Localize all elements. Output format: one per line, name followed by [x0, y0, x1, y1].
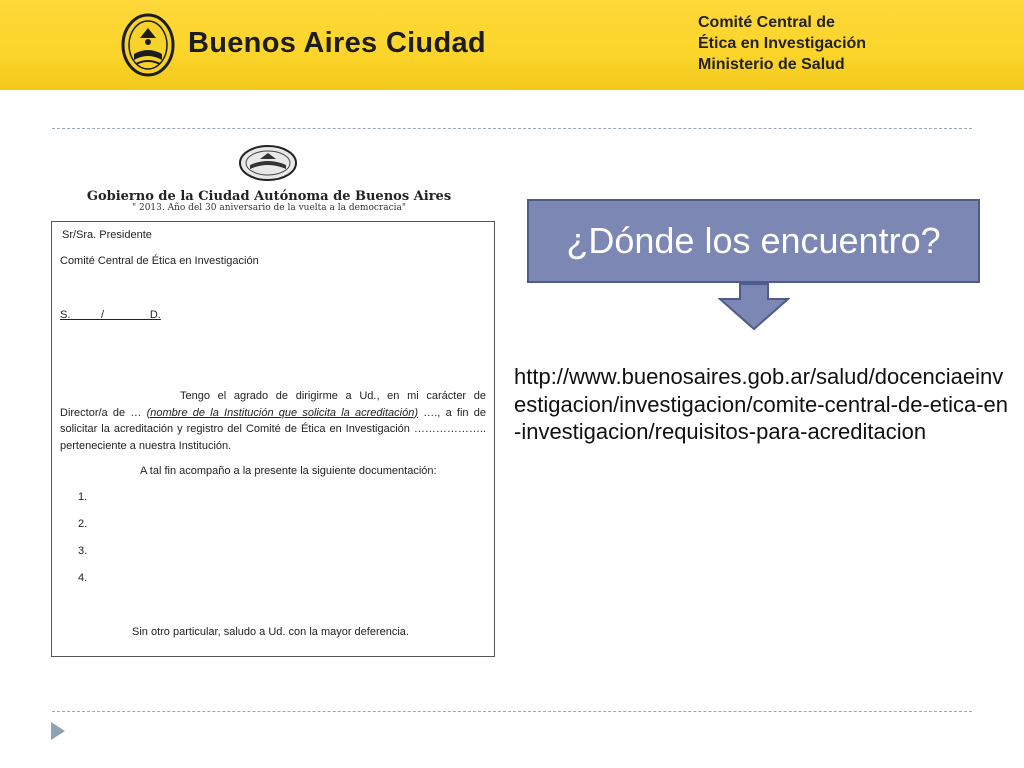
- letter-body-end: …., a fin de solicitar la acreditación y registro del Comité de Ética en Investigación ……………….. perteneciente a nuestra Institución.: [60, 406, 486, 452]
- letter-body-start: Tengo el agrado de dirigirme a Ud., en mi carácter de Director/a de …: [60, 390, 486, 419]
- committee-line: Comité Central de: [698, 14, 835, 31]
- down-arrow-icon: [718, 283, 790, 331]
- brand-name: Buenos Aires Ciudad: [188, 27, 486, 59]
- letterhead-seal-icon: [238, 143, 298, 183]
- letter-committee: Comité Central de Ética en Investigación: [60, 255, 259, 267]
- letter-item: 3.: [78, 545, 88, 557]
- letter-body-italic: (nombre de la Institución que solicita la acreditación): [146, 406, 418, 419]
- letter-closing: Sin otro particular, saludo a Ud. con la mayor deferencia.: [132, 626, 409, 638]
- letter-document: [51, 221, 495, 657]
- letter-year-motto: " 2013. Año del 30 aniversario de la vuelta a la democracia": [131, 203, 407, 213]
- next-slide-icon[interactable]: [50, 721, 66, 741]
- top-divider: [52, 128, 972, 129]
- letter-item: 1.: [78, 491, 88, 503]
- bottom-divider: [52, 711, 972, 712]
- letter-salutation: Sr/Sra. Presidente: [62, 229, 152, 241]
- committee-line: Ética en Investigación: [698, 35, 867, 52]
- callout-title: ¿Dónde los encuentro?: [527, 199, 980, 283]
- letter-item: 4.: [78, 572, 88, 584]
- letter-item: 2.: [78, 518, 88, 530]
- letter-sd: S. / D.: [60, 309, 161, 321]
- city-seal-icon: [120, 12, 176, 78]
- committee-name: [698, 12, 866, 75]
- letter-government-title: Gobierno de la Ciudad Autónoma de Buenos Aires: [86, 189, 452, 204]
- letter-enclosure: A tal fin acompaño a la presente la siguiente documentación:: [140, 465, 437, 477]
- requirements-link[interactable]: http://www.buenosaires.gob.ar/salud/docenciaeinvestigacion/investigacion/comite-central-de-etica-en-investigacion/requisitos-para-acreditacion: [514, 364, 1009, 444]
- header-banner: [0, 0, 1024, 90]
- letter-body: [60, 388, 486, 454]
- committee-line: Ministerio de Salud: [698, 56, 845, 73]
